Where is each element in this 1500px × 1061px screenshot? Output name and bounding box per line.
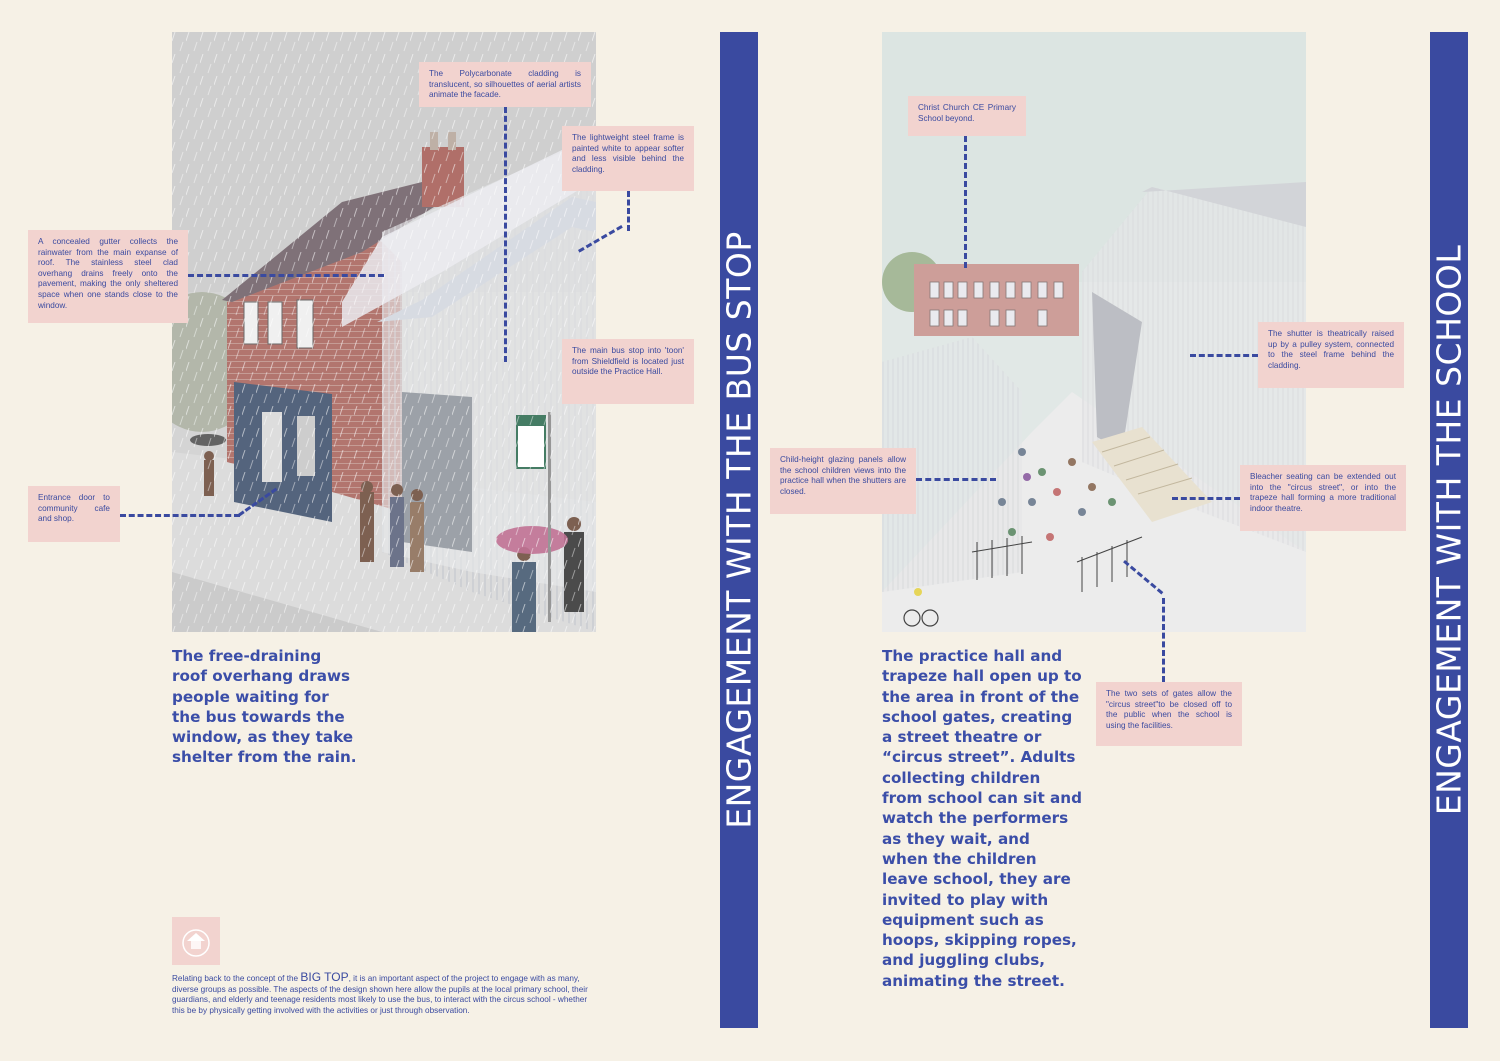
bus-stop-illustration <box>172 32 596 632</box>
steel-frame-leader-v <box>627 191 630 231</box>
entrance-leader <box>120 514 240 517</box>
steel-frame-text: The lightweight steel frame is painted white to appear softer and less visible behind the cladding. <box>572 133 684 174</box>
right-lead-line: collecting children <box>882 768 1041 787</box>
left-lead-line: The free-draining <box>172 647 322 665</box>
left-lead-line: people waiting for <box>172 687 329 706</box>
right-lead-line: watch the performers <box>882 809 1069 828</box>
bus-stop-band-title: ENGAGEMENT WITH THE BUS STOP <box>720 231 758 829</box>
left-lead-line: shelter from the rain. <box>172 748 357 767</box>
bus-stop-text: The main bus stop into 'toon' from Shieldfield is located just outside the Practice Hall. <box>572 346 684 377</box>
bus-stop-band <box>720 32 758 1028</box>
gutter-text: A concealed gutter collects the rainwater from the main expanse of roof. The stainless steel clad overhang drains freely onto the pavement, making the only sheltered space when one stands close to the window. <box>38 237 178 310</box>
bleacher-callout <box>1240 465 1406 531</box>
entrance-callout <box>28 486 120 542</box>
glazing-leader <box>916 478 996 481</box>
right-lead-line: The practice hall and <box>882 647 1063 665</box>
left-lead-text <box>172 646 372 768</box>
polycarbonate-callout <box>419 62 591 107</box>
gates-leader-v <box>1162 598 1165 682</box>
right-lead-line: the area in front of the <box>882 687 1080 706</box>
church-callout <box>908 96 1026 136</box>
entrance-text: Entrance door to community cafe and shop. <box>38 493 110 524</box>
polycarbonate-leader <box>504 107 507 362</box>
church-text: Christ Church CE Primary School beyond. <box>918 103 1016 123</box>
gates-callout <box>1096 682 1242 746</box>
school-band <box>1430 32 1468 1028</box>
right-lead-line: leave school, they are <box>882 870 1071 889</box>
shutter-leader <box>1190 354 1258 357</box>
right-lead-line: animating the street. <box>882 971 1065 990</box>
footer-before: Relating back to the concept of the <box>172 974 301 983</box>
right-lead-text <box>882 646 1102 991</box>
footer-highlight: BIG TOP <box>300 970 349 984</box>
left-lead-line: roof overhang draws <box>172 667 351 686</box>
gutter-callout <box>28 230 188 323</box>
gutter-leader <box>188 274 384 277</box>
shutter-callout <box>1258 322 1404 388</box>
footer-paragraph <box>172 972 600 1016</box>
right-lead-line: trapeze hall open up to <box>882 667 1082 686</box>
shutter-text: The shutter is theatrically raised up by a pulley system, connected to the steel frame behind the cladding. <box>1268 329 1394 370</box>
school-band-title: ENGAGEMENT WITH THE SCHOOL <box>1430 244 1468 816</box>
left-lead-line: the bus towards the <box>172 707 345 726</box>
footer-after: , it is an important aspect of the project to engage with as many, diverse groups as possible. The aspects of the design shown here allow the pupils at the local primary school, their guardians, and elderly and teenage residents most likely to use the bus, to interact with the circus school - whether this be by physically getting involved with the activities or just through observation. <box>172 974 588 1015</box>
right-lead-line: equipment such as <box>882 910 1044 929</box>
bleacher-text: Bleacher seating can be extended out into the "circus street", or into the trapeze hall forming a more traditional indoor theatre. <box>1250 472 1396 513</box>
bus-stop-callout <box>562 339 694 404</box>
big-top-logo <box>172 917 220 965</box>
right-lead-line: school gates, creating <box>882 707 1073 726</box>
right-lead-line: a street theatre or <box>882 728 1042 747</box>
right-lead-line: when the children <box>882 849 1037 868</box>
gates-text: The two sets of gates allow the "circus street"to be closed off to the public when the school is using the facilities. <box>1106 689 1232 730</box>
church-leader <box>964 136 967 268</box>
right-lead-line: as they wait, and <box>882 829 1030 848</box>
right-lead-line: from school can sit and <box>882 789 1082 808</box>
polycarbonate-text: The Polycarbonate cladding is translucent, so silhouettes of aerial artists animate the facade. <box>429 69 581 100</box>
glazing-text: Child-height glazing panels allow the school children views into the practice hall when the shutters are closed. <box>780 455 906 496</box>
right-lead-line: and juggling clubs, <box>882 951 1046 970</box>
left-lead-line: window, as they take <box>172 728 354 747</box>
right-lead-line: “circus street”. Adults <box>882 748 1076 767</box>
right-lead-line: hoops, skipping ropes, <box>882 931 1077 950</box>
glazing-callout <box>770 448 916 514</box>
bleacher-leader <box>1172 497 1240 500</box>
right-lead-line: invited to play with <box>882 890 1049 909</box>
steel-frame-callout <box>562 126 694 191</box>
